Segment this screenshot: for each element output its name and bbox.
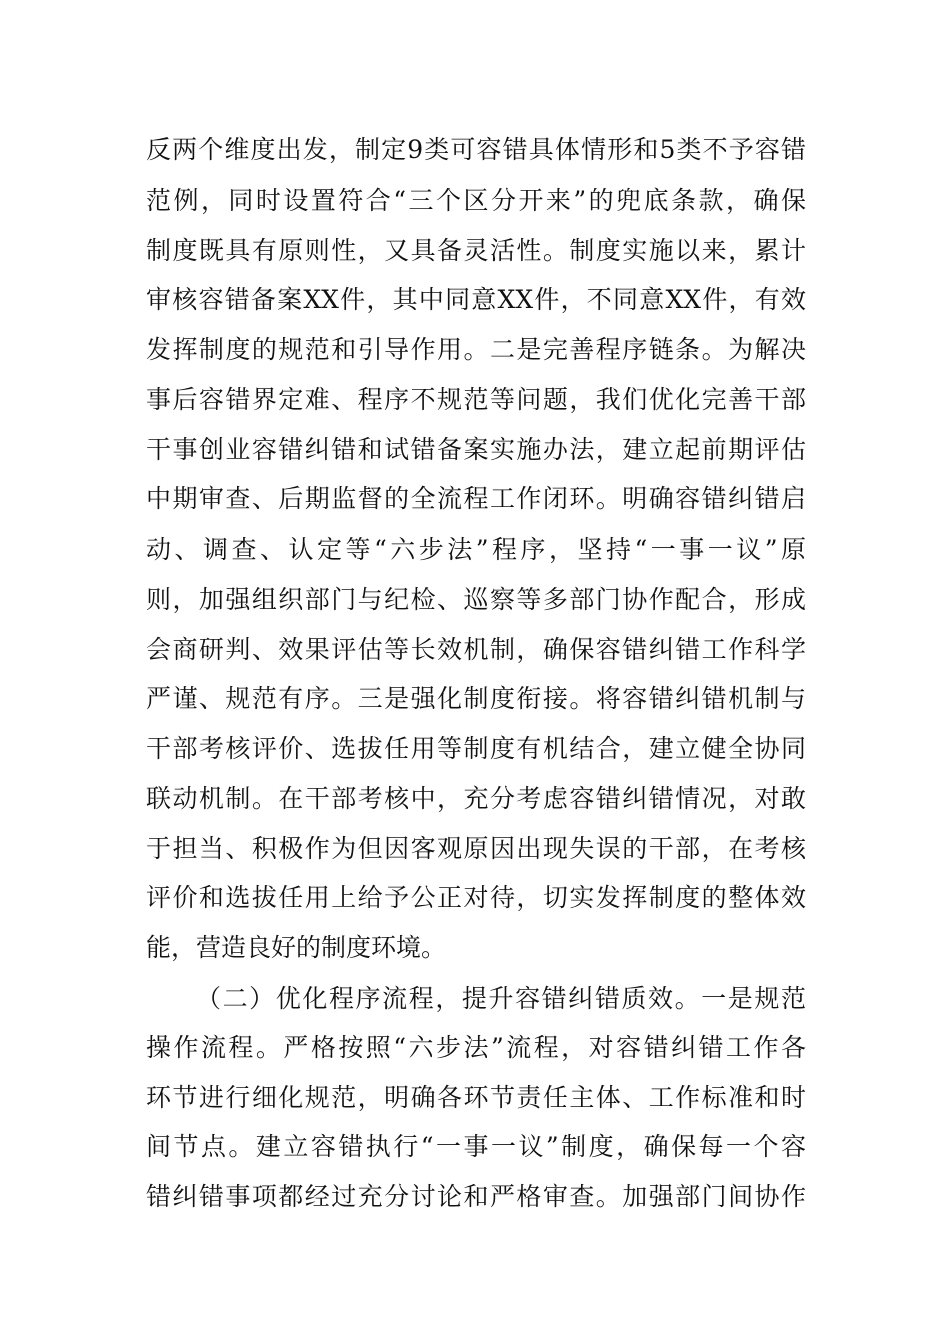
text-line: 发挥制度的规范和引导作用。二是完善程序链条。为解决 — [146, 335, 806, 364]
section-heading-line: （二）优化程序流程，提升容错纠错质效。一是规范 — [196, 984, 806, 1013]
text-line: 干部考核评价、选拔任用等制度有机结合，建立健全协同 — [146, 734, 806, 763]
text-line: 于担当、积极作为但因客观原因出现失误的干部，在考核 — [146, 834, 806, 863]
text-line: 反两个维度出发，制定9类可容错具体情形和5类不予容错 — [146, 135, 806, 164]
text-line: 范例，同时设置符合“三个区分开来”的兜底条款，确保 — [146, 186, 806, 215]
text-line: 操作流程。严格按照“六步法”流程，对容错纠错工作各 — [146, 1033, 806, 1062]
text-line: 严谨、规范有序。三是强化制度衔接。将容错纠错机制与 — [146, 684, 806, 713]
text-line: 制度既具有原则性，又具备灵活性。制度实施以来，累计 — [146, 236, 806, 265]
text-line: 干事创业容错纠错和试错备案实施办法，建立起前期评估 — [146, 435, 806, 464]
text-line: 联动机制。在干部考核中，充分考虑容错纠错情况，对敢 — [146, 784, 806, 813]
text-line: 事后容错界定难、程序不规范等问题，我们优化完善干部 — [146, 385, 806, 414]
text-line: 则，加强组织部门与纪检、巡察等多部门协作配合，形成 — [146, 585, 806, 614]
text-line: 环节进行细化规范，明确各环节责任主体、工作标准和时 — [146, 1083, 806, 1112]
text-line: 间节点。建立容错执行“一事一议”制度，确保每一个容 — [146, 1132, 806, 1161]
text-line: 错纠错事项都经过充分讨论和严格审查。加强部门间协作 — [146, 1182, 806, 1211]
text-line: 能，营造良好的制度环境。 — [146, 933, 447, 962]
text-line: 动、调查、认定等“六步法”程序，坚持“一事一议”原 — [146, 535, 806, 564]
text-line: 会商研判、效果评估等长效机制，确保容错纠错工作科学 — [146, 635, 806, 664]
text-line: 中期审查、后期监督的全流程工作闭环。明确容错纠错启 — [146, 484, 806, 513]
text-line: 评价和选拔任用上给予公正对待，切实发挥制度的整体效 — [146, 883, 806, 912]
text-line: 审核容错备案XX件，其中同意XX件，不同意XX件，有效 — [146, 285, 806, 314]
